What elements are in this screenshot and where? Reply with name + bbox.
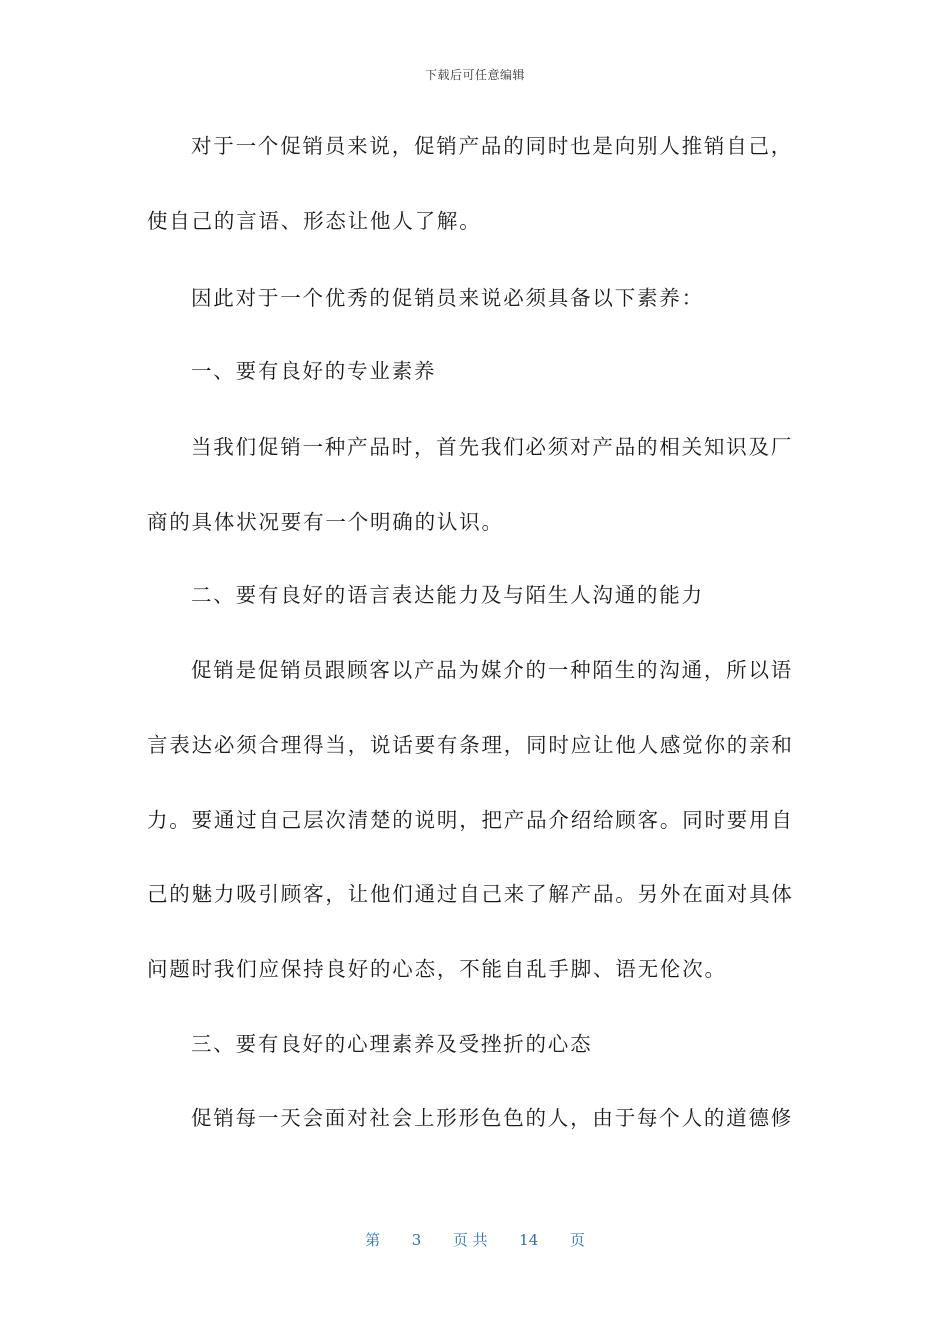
paragraph-line: 促销每一天会面对社会上形形色色的人，由于每个人的道德修 <box>191 1106 794 1130</box>
page-footer <box>0 1229 950 1250</box>
page-header: 下载后可任意编辑 <box>424 68 525 82</box>
footer-total-pages: 14 <box>519 1231 539 1249</box>
paragraph-line: 促销是促销员跟顾客以产品为媒介的一种陌生的沟通，所以语 <box>191 658 794 682</box>
section-heading: 一、要有良好的专业素养 <box>191 359 437 383</box>
paragraph-line: 己的魅力吸引顾客，让他们通过自己来了解产品。另外在面对具体 <box>147 882 794 906</box>
footer-label-of: 页 共 <box>452 1231 488 1249</box>
paragraph-line: 力。要通过自己层次清楚的说明，把产品介绍给顾客。同时要用自 <box>147 808 794 832</box>
paragraph-line: 对于一个促销员来说，促销产品的同时也是向别人推销自己， <box>191 134 794 158</box>
paragraph-line: 因此对于一个优秀的促销员来说必须具备以下素养： <box>191 286 704 310</box>
section-heading: 二、要有良好的语言表达能力及与陌生人沟通的能力 <box>191 583 704 607</box>
paragraph-line: 当我们促销一种产品时，首先我们必须对产品的相关知识及厂 <box>191 435 794 459</box>
section-heading: 三、要有良好的心理素养及受挫折的心态 <box>191 1032 593 1056</box>
footer-current-page: 3 <box>411 1231 422 1249</box>
paragraph-line: 问题时我们应保持良好的心态，不能自乱手脚、语无伦次。 <box>147 957 727 981</box>
footer-label-pages: 页 <box>569 1231 585 1249</box>
paragraph-line: 使自己的言语、形态让他人了解。 <box>147 209 482 233</box>
footer-label-page: 第 <box>365 1231 381 1249</box>
paragraph-line: 商的具体状况要有一个明确的认识。 <box>147 510 504 534</box>
paragraph-line: 言表达必须合理得当，说话要有条理，同时应让他人感觉你的亲和 <box>147 733 794 757</box>
